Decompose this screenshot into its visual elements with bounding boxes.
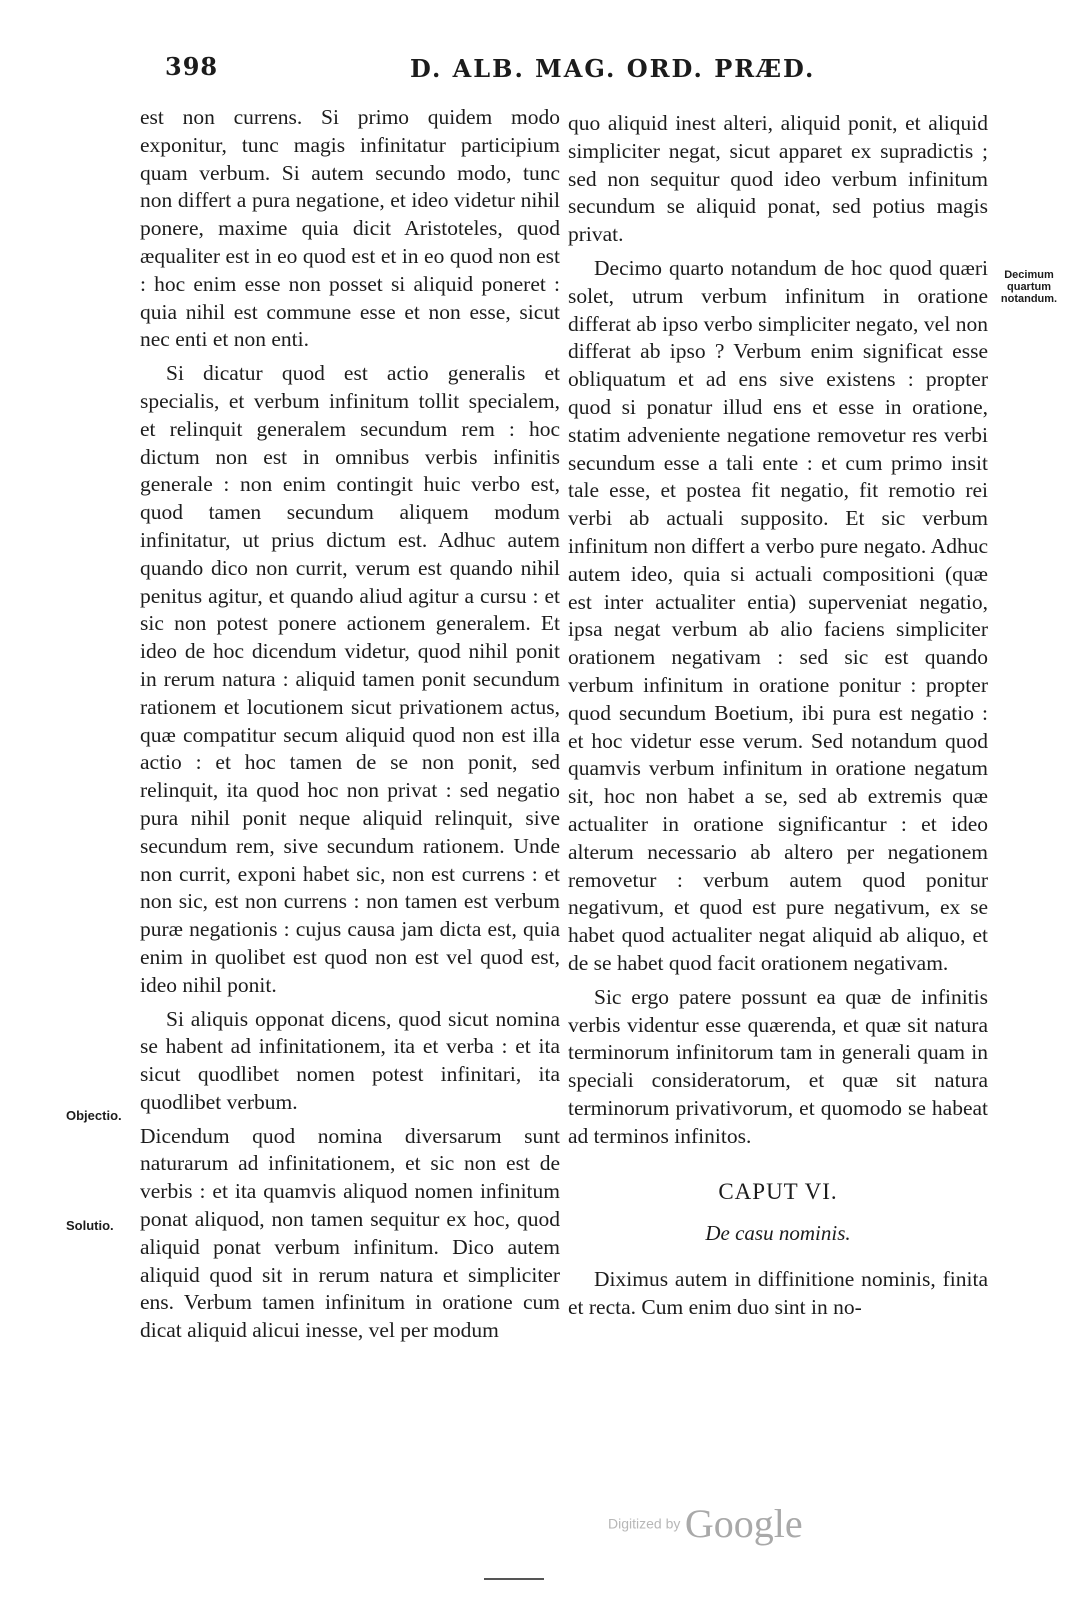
left-paragraph-solutio: Dicendum quod nomina diversarum sunt naturarum ad infinitationem, et sic non est de verbis : et ita quamvis aliquod nomen infinitum ponat aliquod, non tamen sequitur ex hoc, quod aliquid ponat verbum infinitum. Dico autem aliquid quod sit in rerum natura et simpliciter ens. Verbum tamen infinitum in oratione cum dicat aliquid alicui inesse, vel per modum (140, 1123, 560, 1343)
digitized-by-text: Digitized by (608, 1515, 681, 1532)
margin-note-objectio: Objectio. (66, 1108, 122, 1123)
left-paragraph-2: Si dicatur quod est actio generalis et specialis, et verbum infinitum tollit specialem, et relinquit generalem secundum rem : hoc dictum non est in omnibus verbis infinitis generale : non enim contingit huic verbo est, quod tamen secundum aliquem modum infinitatur, ut prius dictum est. Adhuc autem quando dico non currit, verum est quando nihil penitus agitur, et quando aliud agitur a cursu : et sic non potest ponere actionem generalem. Et ideo de hoc dicendum videtur, quod nihil ponit in rerum natura : aliquid tamen ponit secundum rationem et locutionem sicut privationem actus, quæ compatitur secum aliquid quod non est illa actio : et hoc tamen de se non ponit, sed relinquit, ita quod hoc non privat : sed negatio pura nihil ponit neque aliquid relinquit, sive secundum rem, sive secundum rationem. Unde non currit, exponi habet sic, non est currens : et non sic, est non currens : non tamen est verbum puræ negationis : cujus causa jam dicta est, quia enim in quolibet est quod non est vel quod est, ideo nihil ponit. (140, 361, 560, 997)
margin-note-decimum-line-1: Decimum (1004, 269, 1054, 281)
right-column (568, 110, 988, 1322)
left-column (140, 104, 560, 1345)
digitized-watermark (608, 1500, 803, 1547)
chapter-title: CAPUT VI. (718, 1179, 838, 1205)
google-logo: Google (684, 1501, 803, 1546)
chapter-opening: Diximus autem in diffinitione nominis, finita et recta. Cum enim duo sint in no- (568, 1267, 988, 1319)
chapter-subtitle: De casu nominis. (705, 1221, 851, 1246)
bottom-rule (484, 1578, 544, 1580)
running-title: D. ALB. MAG. ORD. PRÆD. (410, 54, 816, 83)
right-paragraph-2: Decimo quarto notandum de hoc quod quæri solet, utrum verbum infinitum in oratione differat ab ipso verbo simpliciter negato, vel non differat ab ipso ? Verbum enim significat esse obliquatum et ad ens sive existens : propter quod si ponatur illud ens et esse in oratione, statim adveniente negatione removetur res verbi secundum esse a tali ente : et cum primo insit tale esse, et postea fit negatio, fit remotio rei verbi ab actuali supposito. Et sic verbum infinitum non differt a verbo pure negato. Adhuc autem ideo, quia si actuali compositioni (quæ est inter actualiter entia) superveniat negatio, ipsa negat verbum ab alio faciens simpliciter orationem negativam : sed sic est quando verbum infinitum in oratione ponitur : propter quod secundum Boetium, ibi pura est negatio : et hoc videtur esse verum. Sed notandum quod quamvis verbum infinitum in oratione negatum sit, hoc non habet a se, sed ab extremis quæ actualiter in oratione significantur : et ideo alterum necessario ab altero per negationem removetur : verbum autem quod ponitur negativum, et quod est pure negativum, ex se habet quod actualiter negat aliquid ab aliquo, et de se habet quod facit orationem negativam. (568, 255, 988, 975)
left-paragraph-1: est non currens. Si primo quidem modo exponitur, tunc magis infinitatur participium quam verbum. Si autem secundo modo, tunc non differt a pura negatione, et ideo videtur nihil ponere, maxime quia dicit Aristoteles, quod æqualiter est in eo quod est et in eo quod non est : hoc enim esse non posset si aliquid poneret : quia nihil est commune esse et non esse, sicut nec enti et non enti. (140, 105, 560, 352)
margin-note-decimum-line-2: quartum (1007, 281, 1051, 293)
page-number: 398 (165, 52, 219, 81)
right-paragraph-1: quo aliquid inest alteri, aliquid ponit, et aliquid simpliciter negat, sicut apparet ex supradictis ; sed non sequitur quod ideo verbum infinitum secundum se aliquid ponat, sed potius magis privat. (568, 111, 988, 247)
margin-note-decimum-line-3: notandum. (1000, 293, 1058, 305)
left-paragraph-objectio: Si aliquis opponat dicens, quod sicut nomina se habent ad infinitationem, ita et verba : et ita sicut quodlibet nomen potest infinitari, ita quodlibet verbum. (140, 1006, 560, 1114)
margin-note-decimum (997, 269, 1061, 305)
right-paragraph-3: Sic ergo patere possunt ea quæ de infinitis verbis videntur esse quærenda, et quæ sit natura terminorum infinitorum tam in generali quam in speciali consideratorum, et quæ sit natura terminorum privativorum, et quomodo se habeat ad terminos infinitos. (568, 984, 988, 1148)
margin-note-solutio: Solutio. (66, 1218, 114, 1233)
